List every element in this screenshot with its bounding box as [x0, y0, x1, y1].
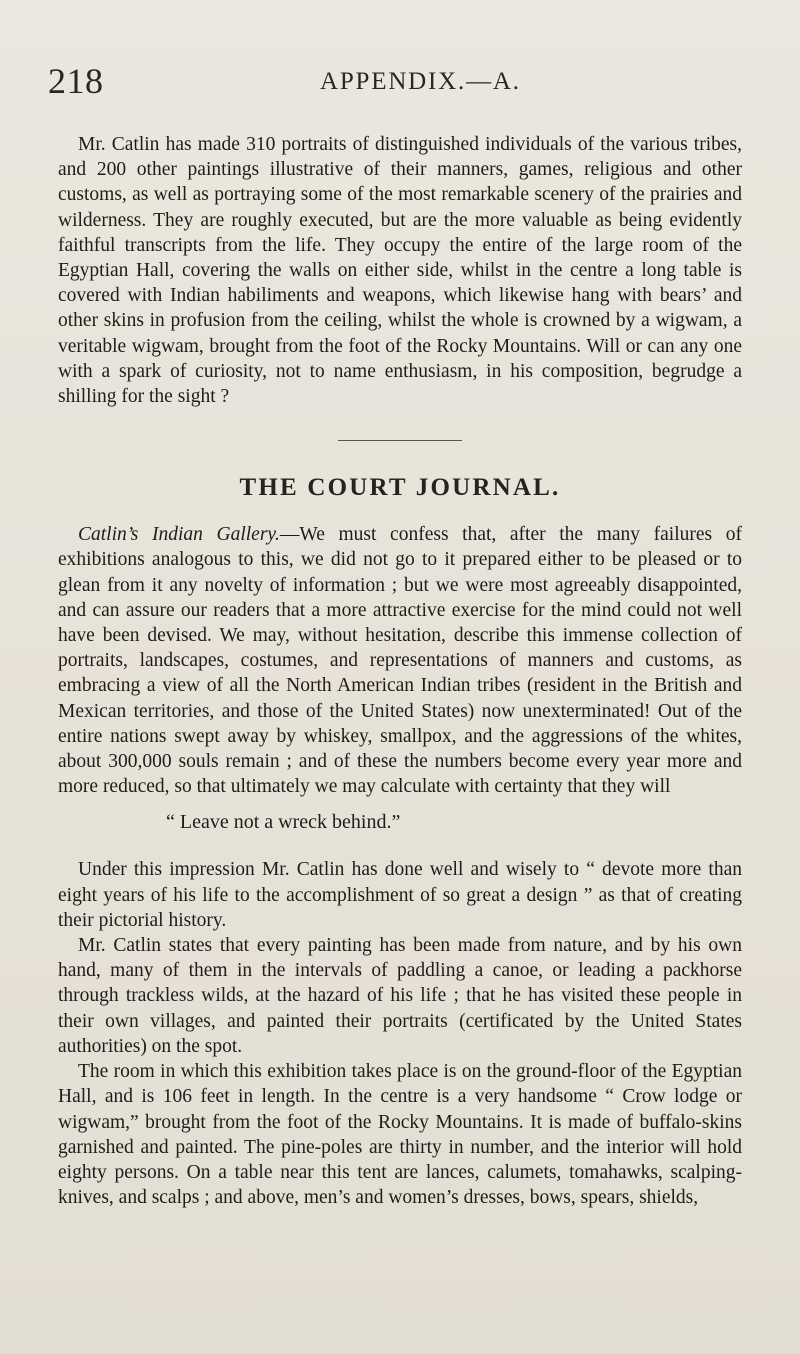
page-number: 218: [48, 61, 104, 101]
paragraph-court-journal-intro: [58, 522, 742, 799]
lead-italic: Catlin’s Indian Gallery.: [78, 524, 280, 546]
section-title: THE COURT JOURNAL.: [239, 474, 561, 502]
paragraph-devote: Under this impression Mr. Catlin has done well and wisely to “ devote more than eight years of his life to the accomplishment of so great a design ” as that of creating their pictorial history.: [58, 859, 742, 931]
section-divider: [338, 440, 462, 441]
paragraph-catlin-portraits: Mr. Catlin has made 310 portraits of distinguished individuals of the various tribes, and 200 other paintings illustrative of their manners, games, religious and other customs, as well as portraying some of the most remarkable scenery of the prairies and wilderness. They are roughly executed, but are the more valuable as being evidently faithful transcripts from the life. They occupy the entire of the large room of the Egyptian Hall, covering the walls on either side, whilst in the centre a long table is covered with Indian habiliments and weapons, which likewise hang with bears’ and other skins in profusion from the ceiling, whilst the whole is crowned by a wigwam, a veritable wigwam, brought from the foot of the Rocky Mountains. Will or can any one with a spark of curiosity, not to name enthusiasm, in his composition, begrudge a shilling for the sight ?: [58, 134, 742, 408]
paragraph-exhibition-room: The room in which this exhibition takes place is on the ground-floor of the Egyptian Hall, and is 106 feet in length. In the centre is a very handsome “ Crow lodge or wigwam,” brought from the foot of the Rocky Mountains. It is made of buffalo-skins garnished and painted. The pine-poles are thirty in number, and the interior will hold eighty persons. On a table near this tent are lances, calumets, tomahawks, scalping-knives, and scalps ; and above, men’s and women’s dresses, bows, spears, shields,: [58, 1061, 742, 1209]
running-head: [48, 60, 742, 118]
paragraph-painting-from-nature: Mr. Catlin states that every painting has been made from nature, and by his own hand, many of them in the intervals of paddling a canoe, or leading a packhorse through trackless wilds, at the hazard of his life ; that he has visited these people in their own villages, and painted their portraits (certificated by the United States authorities) on the spot.: [58, 935, 742, 1057]
lead-rest: —We must confess that, after the many failures of exhibitions analogous to this, we did not go to it prepared either to be pleased or to glean from it any novelty of information ; but we were most agreeably disappointed, and can assure our readers that a more attractive exercise for the mind could not well have been devised. We may, without hesitation, describe this immense collection of portraits, landscapes, costumes, and representations of manners and customs, as embracing a view of all the North American Indian tribes (resident in the British and Mexican territories, and those of the United States) now unexterminated! Out of the entire nations swept away by whiskey, smallpox, and the aggressions of the whites, about 300,000 souls remain ; and of these the numbers become every year more and more reduced, so that ultimately we may calculate with certainty that they will: [58, 524, 742, 798]
running-title: APPENDIX.—A.: [320, 68, 521, 95]
quote-line: “ Leave not a wreck behind.”: [166, 811, 401, 834]
